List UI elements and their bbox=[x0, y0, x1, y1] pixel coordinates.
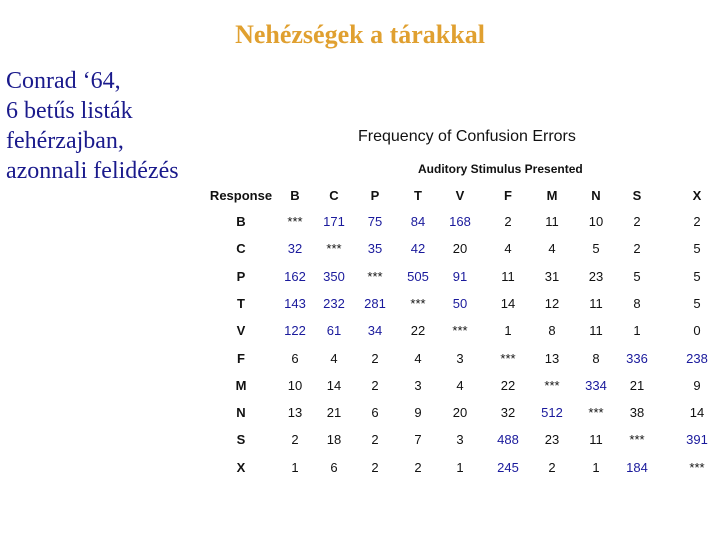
matrix-cell: 8 bbox=[633, 295, 641, 311]
matrix-cell: *** bbox=[367, 268, 383, 284]
matrix-cell: 35 bbox=[367, 241, 383, 257]
matrix-cell: 184 bbox=[626, 459, 648, 475]
matrix-cell: 2 bbox=[504, 214, 512, 229]
matrix-cell: 2 bbox=[371, 377, 379, 393]
study-description bbox=[6, 66, 179, 186]
matrix-cell: 2 bbox=[291, 432, 299, 448]
matrix-cell: 2 bbox=[371, 350, 379, 366]
slide-title: Nehézségek a tárakkal bbox=[235, 20, 485, 49]
matrix-cell: 4 bbox=[456, 377, 464, 393]
matrix-cell: 32 bbox=[287, 241, 303, 257]
matrix-cell: 2 bbox=[693, 214, 701, 229]
matrix-cell: 1 bbox=[633, 323, 641, 339]
matrix-cell: 21 bbox=[629, 377, 645, 393]
matrix-cell: 245 bbox=[497, 459, 519, 475]
matrix-cell: 11 bbox=[589, 323, 603, 339]
matrix-cell: 14 bbox=[500, 295, 516, 311]
description-line: fehérzajban, bbox=[6, 128, 124, 154]
matrix-cell: 334 bbox=[585, 377, 607, 393]
corner-label: Response bbox=[209, 188, 273, 203]
matrix-cell: *** bbox=[500, 350, 516, 366]
matrix-cell: 23 bbox=[544, 432, 560, 448]
matrix-cell: 11 bbox=[545, 214, 559, 229]
matrix-cell: 2 bbox=[633, 214, 641, 229]
matrix-cell: 122 bbox=[284, 323, 306, 339]
matrix-cell: 3 bbox=[414, 377, 422, 393]
row-header: V bbox=[236, 323, 246, 339]
matrix-cell: 84 bbox=[410, 214, 426, 229]
matrix-cell: 1 bbox=[291, 459, 299, 475]
matrix-cell: 4 bbox=[414, 350, 422, 366]
table-title: Frequency of Confusion Errors bbox=[358, 128, 576, 145]
matrix-cell: 5 bbox=[693, 295, 701, 311]
column-header: C bbox=[329, 188, 339, 203]
matrix-cell: 336 bbox=[626, 350, 648, 366]
matrix-cell: *** bbox=[689, 459, 705, 475]
matrix-cell: 75 bbox=[367, 214, 383, 229]
matrix-cell: 5 bbox=[693, 268, 701, 284]
matrix-cell: 12 bbox=[544, 295, 560, 311]
matrix-cell: 7 bbox=[414, 432, 422, 448]
matrix-cell: *** bbox=[452, 323, 468, 339]
row-header: X bbox=[236, 459, 246, 475]
matrix-cell: 350 bbox=[323, 268, 345, 284]
matrix-cell: 1 bbox=[592, 459, 600, 475]
matrix-cell: 21 bbox=[326, 405, 342, 421]
row-header: T bbox=[237, 295, 245, 311]
matrix-cell: 143 bbox=[284, 295, 306, 311]
column-header: N bbox=[591, 188, 601, 203]
matrix-cell: 2 bbox=[371, 459, 379, 475]
matrix-cell: 32 bbox=[500, 405, 516, 421]
matrix-cell: 23 bbox=[588, 268, 604, 284]
matrix-cell: 2 bbox=[371, 432, 379, 448]
matrix-cell: *** bbox=[410, 295, 426, 311]
matrix-cell: 3 bbox=[456, 350, 464, 366]
matrix-cell: 10 bbox=[588, 214, 604, 229]
row-header: S bbox=[236, 432, 246, 448]
matrix-cell: *** bbox=[287, 214, 303, 229]
matrix-cell: 61 bbox=[326, 323, 342, 339]
matrix-cell: 8 bbox=[548, 323, 556, 339]
table-subtitle: Auditory Stimulus Presented bbox=[418, 162, 583, 176]
matrix-cell: 18 bbox=[326, 432, 342, 448]
matrix-cell: 2 bbox=[633, 241, 641, 257]
matrix-cell: 1 bbox=[504, 323, 512, 339]
row-header: P bbox=[236, 268, 246, 284]
matrix-cell: 6 bbox=[371, 405, 379, 421]
matrix-cell: *** bbox=[588, 405, 604, 421]
description-line: azonnali felidézés bbox=[6, 158, 179, 184]
matrix-cell: 42 bbox=[410, 241, 426, 257]
matrix-cell: 0 bbox=[693, 323, 701, 339]
matrix-cell: 6 bbox=[330, 459, 338, 475]
row-header: M bbox=[235, 377, 247, 393]
matrix-cell: 168 bbox=[449, 214, 471, 229]
matrix-cell: 34 bbox=[367, 323, 383, 339]
column-header: T bbox=[414, 188, 422, 203]
matrix-cell: 3 bbox=[456, 432, 464, 448]
matrix-cell: 238 bbox=[686, 350, 708, 366]
column-header: S bbox=[632, 188, 642, 203]
matrix-cell: 391 bbox=[686, 432, 708, 448]
row-header: F bbox=[237, 350, 245, 366]
row-header: C bbox=[236, 241, 246, 257]
matrix-cell: 4 bbox=[548, 241, 556, 257]
description-line: 6 betűs listák bbox=[6, 98, 133, 124]
matrix-cell: 91 bbox=[452, 268, 468, 284]
matrix-cell: 13 bbox=[287, 405, 303, 421]
matrix-cell: 162 bbox=[284, 268, 306, 284]
column-header: V bbox=[455, 188, 465, 203]
matrix-cell: 10 bbox=[287, 377, 303, 393]
description-line: Conrad ‘64, bbox=[6, 68, 121, 94]
row-header: B bbox=[236, 214, 246, 229]
matrix-cell: *** bbox=[629, 432, 645, 448]
matrix-cell: 6 bbox=[291, 350, 299, 366]
matrix-cell: 14 bbox=[326, 377, 342, 393]
column-header: F bbox=[504, 188, 512, 203]
matrix-cell: *** bbox=[544, 377, 560, 393]
matrix-cell: 22 bbox=[500, 377, 516, 393]
matrix-cell: 38 bbox=[629, 405, 645, 421]
matrix-cell: 488 bbox=[497, 432, 519, 448]
matrix-cell: 2 bbox=[548, 459, 556, 475]
matrix-cell: 11 bbox=[501, 268, 515, 284]
matrix-cell: 50 bbox=[452, 295, 468, 311]
matrix-cell: 22 bbox=[410, 323, 426, 339]
matrix-cell: 232 bbox=[323, 295, 345, 311]
matrix-cell: *** bbox=[326, 241, 342, 257]
matrix-cell: 9 bbox=[414, 405, 422, 421]
matrix-cell: 5 bbox=[592, 241, 600, 257]
matrix-cell: 13 bbox=[544, 350, 560, 366]
matrix-cell: 2 bbox=[414, 459, 422, 475]
matrix-cell: 5 bbox=[633, 268, 641, 284]
matrix-cell: 20 bbox=[452, 405, 468, 421]
matrix-cell: 14 bbox=[689, 405, 705, 421]
matrix-cell: 171 bbox=[323, 214, 345, 229]
matrix-cell: 20 bbox=[452, 241, 468, 257]
column-header: P bbox=[370, 188, 380, 203]
matrix-cell: 11 bbox=[589, 295, 603, 311]
column-header: M bbox=[546, 188, 558, 203]
matrix-cell: 5 bbox=[693, 241, 701, 257]
matrix-cell: 11 bbox=[589, 432, 603, 448]
matrix-cell: 9 bbox=[693, 377, 701, 393]
matrix-cell: 4 bbox=[330, 350, 338, 366]
matrix-cell: 4 bbox=[504, 241, 512, 257]
column-header: X bbox=[692, 188, 702, 203]
column-header: B bbox=[290, 188, 300, 203]
matrix-cell: 512 bbox=[541, 405, 563, 421]
matrix-cell: 505 bbox=[407, 268, 429, 284]
row-header: N bbox=[236, 405, 246, 421]
matrix-cell: 1 bbox=[456, 459, 464, 475]
matrix-cell: 8 bbox=[592, 350, 600, 366]
matrix-cell: 31 bbox=[544, 268, 560, 284]
matrix-cell: 281 bbox=[364, 295, 386, 311]
